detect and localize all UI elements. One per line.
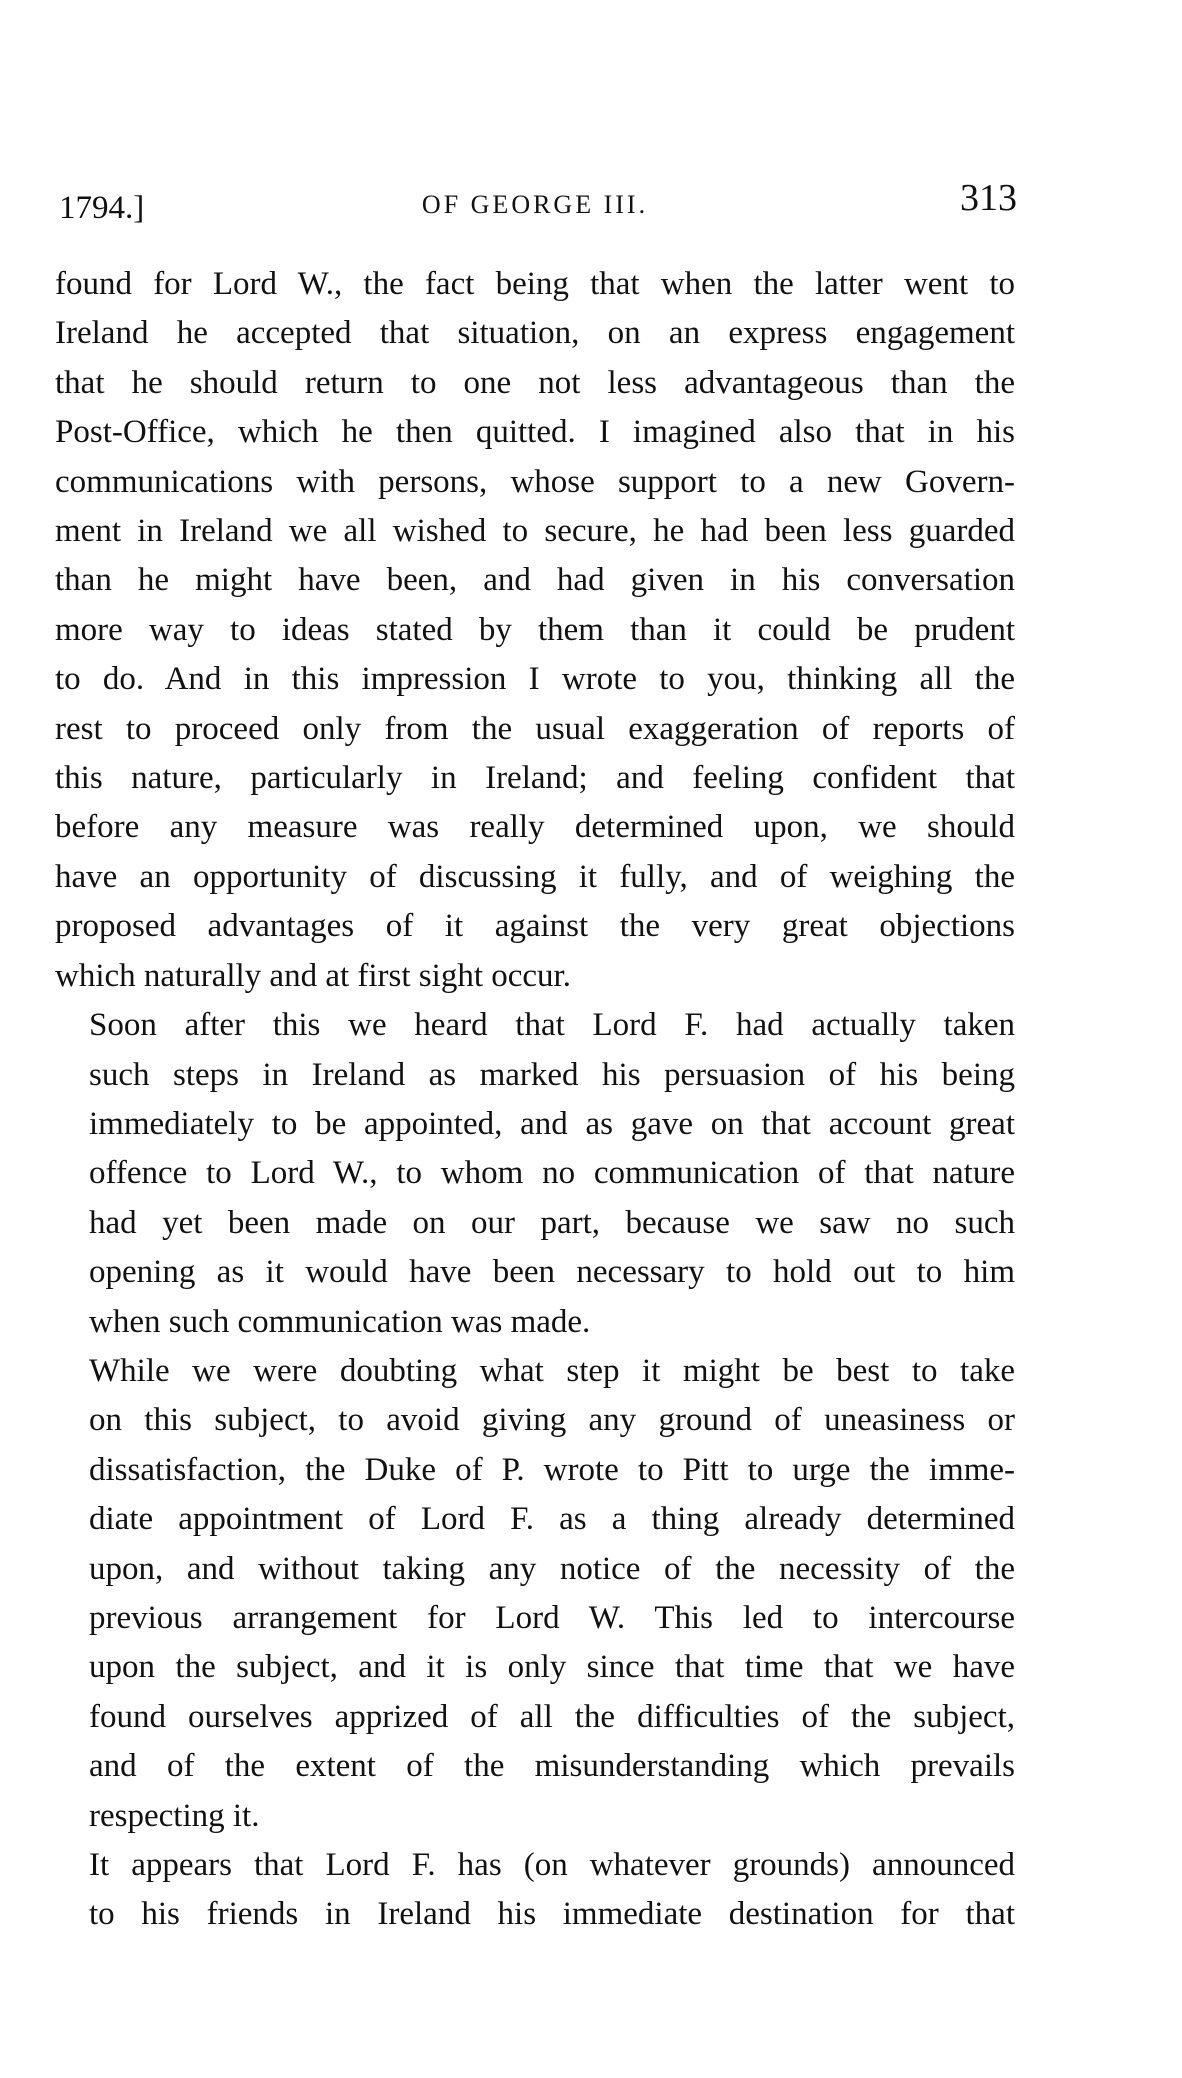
paragraph-2	[55, 1001, 1015, 1347]
paragraph-4	[55, 1841, 1015, 1940]
text-line: found for Lord W., the fact being that when the latter went to	[55, 266, 1015, 302]
text-line: to do. And in this impression I wrote to you, thinking all the	[55, 661, 1015, 698]
book-page	[55, 170, 1015, 1940]
text-line: upon, and without taking any notice of the necessity of the	[89, 1550, 1015, 1587]
text-line: Soon after this we heard that Lord F. had actually taken	[89, 1007, 1015, 1044]
page-number: 313	[960, 177, 1017, 219]
text-line: when such communication was made.	[89, 1303, 591, 1340]
text-line: proposed advantages of it against the very great objections	[55, 908, 1015, 945]
text-line: such steps in Ireland as marked his persuasion of his being	[89, 1056, 1015, 1093]
text-line: previous arrangement for Lord W. This led to intercourse	[89, 1599, 1015, 1636]
text-line: While we were doubting what step it might be best to take	[89, 1352, 1015, 1389]
running-header	[55, 170, 1015, 230]
text-line: on this subject, to avoid giving any ground of uneasiness or	[89, 1402, 1015, 1439]
text-line: Post-Office, which he then quitted. I imagined also that in his	[55, 414, 1015, 451]
text-line: that he should return to one not less advantageous than the	[55, 364, 1015, 401]
text-line: and of the extent of the misunderstanding which prevails	[89, 1748, 1015, 1785]
text-line: have an opportunity of discussing it fully, and of weighing the	[55, 858, 1015, 895]
text-line: upon the subject, and it is only since that time that we have	[89, 1649, 1015, 1686]
header-year: 1794.]	[59, 190, 145, 226]
text-line: communications with persons, whose support to a new Govern-	[55, 463, 1015, 500]
paragraph-1	[55, 260, 1015, 1001]
text-line: rest to proceed only from the usual exaggeration of reports of	[55, 710, 1015, 747]
text-line: more way to ideas stated by them than it could be prudent	[55, 611, 1015, 648]
text-line: Ireland he accepted that situation, on an express engagement	[55, 315, 1015, 352]
text-line: before any measure was really determined upon, we should	[55, 809, 1015, 846]
text-line: opening as it would have been necessary to hold out to him	[89, 1254, 1015, 1291]
text-line: diate appointment of Lord F. as a thing already determined	[89, 1501, 1015, 1538]
text-line: offence to Lord W., to whom no communication of that nature	[89, 1155, 1015, 1192]
text-line: It appears that Lord F. has (on whatever grounds) announced	[89, 1847, 1015, 1883]
text-line: this nature, particularly in Ireland; and feeling confident that	[55, 760, 1015, 797]
text-line: dissatisfaction, the Duke of P. wrote to Pitt to urge the imme-	[89, 1451, 1015, 1488]
text-line: than he might have been, and had given in his conversation	[55, 562, 1015, 599]
text-line: found ourselves apprized of all the difficulties of the subject,	[89, 1698, 1015, 1735]
paragraph-3	[55, 1347, 1015, 1841]
text-line: respecting it.	[89, 1797, 260, 1834]
text-line: to his friends in Ireland his immediate destination for that	[89, 1896, 1015, 1933]
text-line: immediately to be appointed, and as gave on that account great	[89, 1105, 1015, 1142]
header-title: OF GEORGE III.	[421, 190, 649, 219]
body-text	[55, 260, 1015, 1940]
text-line: had yet been made on our part, because we saw no such	[89, 1204, 1015, 1241]
text-line: which naturally and at first sight occur.	[55, 957, 571, 994]
text-line: ment in Ireland we all wished to secure, he had been less guarded	[55, 513, 1015, 550]
